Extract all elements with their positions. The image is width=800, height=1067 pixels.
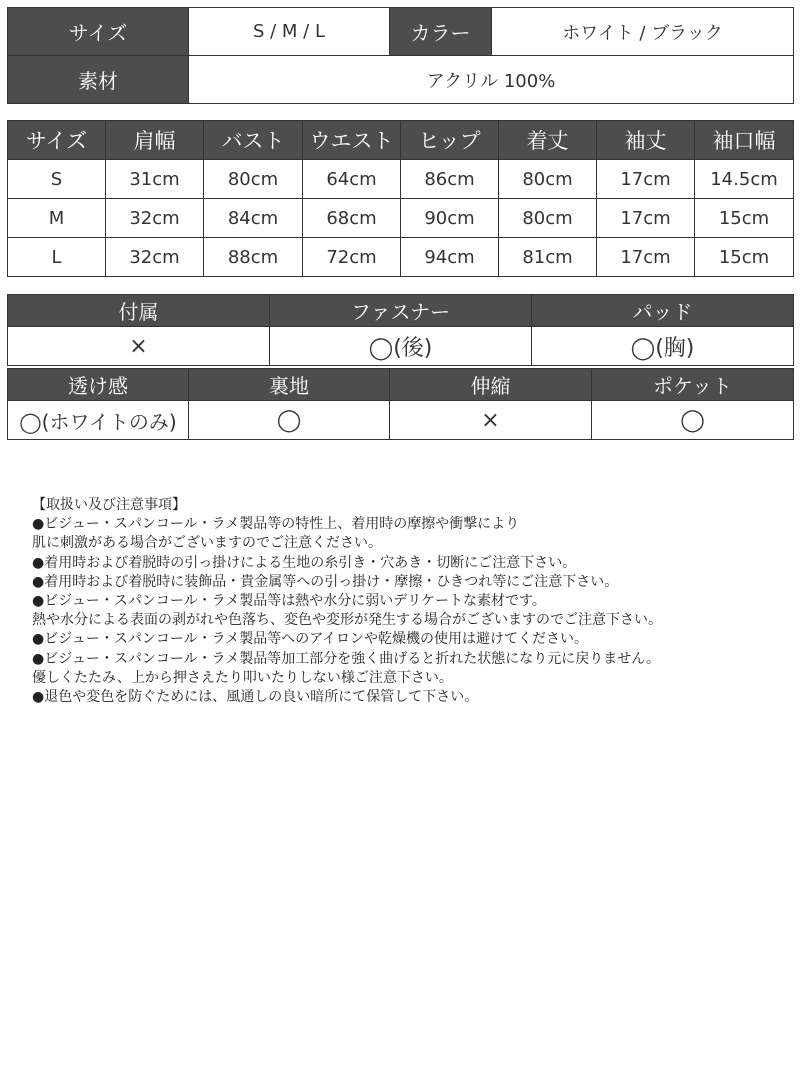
care-notes-title: 【取扱い及び注意事項】 xyxy=(32,497,186,513)
table-cell: M xyxy=(8,199,106,238)
size-chart-table xyxy=(7,120,794,277)
color-value: ホワイト / ブラック xyxy=(492,8,794,56)
size-value: S / M / L xyxy=(189,8,390,56)
features-table-accessories xyxy=(7,294,794,366)
table-cell: 94cm xyxy=(401,238,499,277)
table-cell: 80cm xyxy=(499,199,597,238)
table-cell: 31cm xyxy=(106,160,204,199)
size-chart-header-row xyxy=(8,121,794,160)
care-note-line: ●ビジュー・スパンコール・ラメ製品等へのアイロンや乾燥機の使用は避けてください。 xyxy=(32,631,588,648)
table-cell: 84cm xyxy=(204,199,303,238)
material-value: アクリル 100% xyxy=(189,56,794,104)
table-cell: S xyxy=(8,160,106,199)
table-cell: 80cm xyxy=(499,160,597,199)
table-cell: 81cm xyxy=(499,238,597,277)
size-chart-header: 着丈 xyxy=(499,121,597,160)
size-chart-header: ヒップ xyxy=(401,121,499,160)
size-label: サイズ xyxy=(8,8,189,56)
features-value-row xyxy=(8,401,794,440)
care-note-line: ●ビジュー・スパンコール・ラメ製品等の特性上、着用時の摩擦や衝撃により xyxy=(32,516,520,533)
spec-row-material xyxy=(8,56,794,104)
table-row xyxy=(8,238,794,277)
table-row xyxy=(8,199,794,238)
lining-header: 裏地 xyxy=(189,369,390,401)
table-cell: 86cm xyxy=(401,160,499,199)
size-chart-header: サイズ xyxy=(8,121,106,160)
size-chart-header: 袖口幅 xyxy=(695,121,794,160)
color-label: カラー xyxy=(390,8,492,56)
pad-value: ◯(胸) xyxy=(532,327,794,366)
pocket-header: ポケット xyxy=(592,369,794,401)
sheerness-value: ◯(ホワイトのみ) xyxy=(8,401,189,440)
care-note-line: ●ビジュー・スパンコール・ラメ製品等は熱や水分に弱いデリケートな素材です。 xyxy=(32,593,546,610)
table-cell: 17cm xyxy=(597,160,695,199)
table-cell: 15cm xyxy=(695,199,794,238)
size-chart-header: 袖丈 xyxy=(597,121,695,160)
sheerness-header: 透け感 xyxy=(8,369,189,401)
care-notes xyxy=(32,496,792,707)
care-note-line: ●着用時および着脱時の引っ掛けによる生地の糸引き・穴あき・切断にご注意下さい。 xyxy=(32,554,577,571)
table-cell: L xyxy=(8,238,106,277)
zipper-value: ◯(後) xyxy=(270,327,532,366)
care-note-line: 肌に刺激がある場合がございますのでご注意ください。 xyxy=(32,535,382,552)
stretch-value: × xyxy=(390,401,592,440)
table-cell: 68cm xyxy=(303,199,401,238)
stretch-header: 伸縮 xyxy=(390,369,592,401)
size-chart-header: ウエスト xyxy=(303,121,401,160)
care-note-line: ●ビジュー・スパンコール・ラメ製品等加工部分を強く曲げると折れた状態になり元に戻りません。 xyxy=(32,650,661,667)
spec-row-size-color xyxy=(8,8,794,56)
table-cell: 32cm xyxy=(106,238,204,277)
zipper-header: ファスナー xyxy=(270,295,532,327)
pad-header: パッド xyxy=(532,295,794,327)
table-cell: 64cm xyxy=(303,160,401,199)
care-note-line: ●退色や変色を防ぐためには、風通しの良い暗所にて保管して下さい。 xyxy=(32,689,479,706)
table-cell: 80cm xyxy=(204,160,303,199)
features-header-row xyxy=(8,369,794,401)
lining-value: ◯ xyxy=(189,401,390,440)
features-header-row xyxy=(8,295,794,327)
features-table-details xyxy=(7,368,794,440)
table-cell: 14.5cm xyxy=(695,160,794,199)
table-cell: 32cm xyxy=(106,199,204,238)
table-row xyxy=(8,160,794,199)
table-cell: 90cm xyxy=(401,199,499,238)
table-cell: 17cm xyxy=(597,238,695,277)
size-chart-header: バスト xyxy=(204,121,303,160)
table-cell: 72cm xyxy=(303,238,401,277)
table-cell: 17cm xyxy=(597,199,695,238)
pocket-value: ◯ xyxy=(592,401,794,440)
features-value-row xyxy=(8,327,794,366)
care-note-line: 優しくたたみ、上から押さえたり叩いたりしない様ご注意下さい。 xyxy=(32,669,453,686)
table-cell: 15cm xyxy=(695,238,794,277)
accessories-header: 付属 xyxy=(8,295,270,327)
table-cell: 88cm xyxy=(204,238,303,277)
accessories-value: × xyxy=(8,327,270,366)
material-label: 素材 xyxy=(8,56,189,104)
spec-table xyxy=(7,7,794,104)
care-note-line: 熱や水分による表面の剥がれや色落ち、変色や変形が発生する場合がございますのでご注意下さい。 xyxy=(32,612,662,629)
care-note-line: ●着用時および着脱時に装飾品・貴金属等への引っ掛け・摩擦・ひきつれ等にご注意下さい。 xyxy=(32,573,619,590)
size-chart-header: 肩幅 xyxy=(106,121,204,160)
